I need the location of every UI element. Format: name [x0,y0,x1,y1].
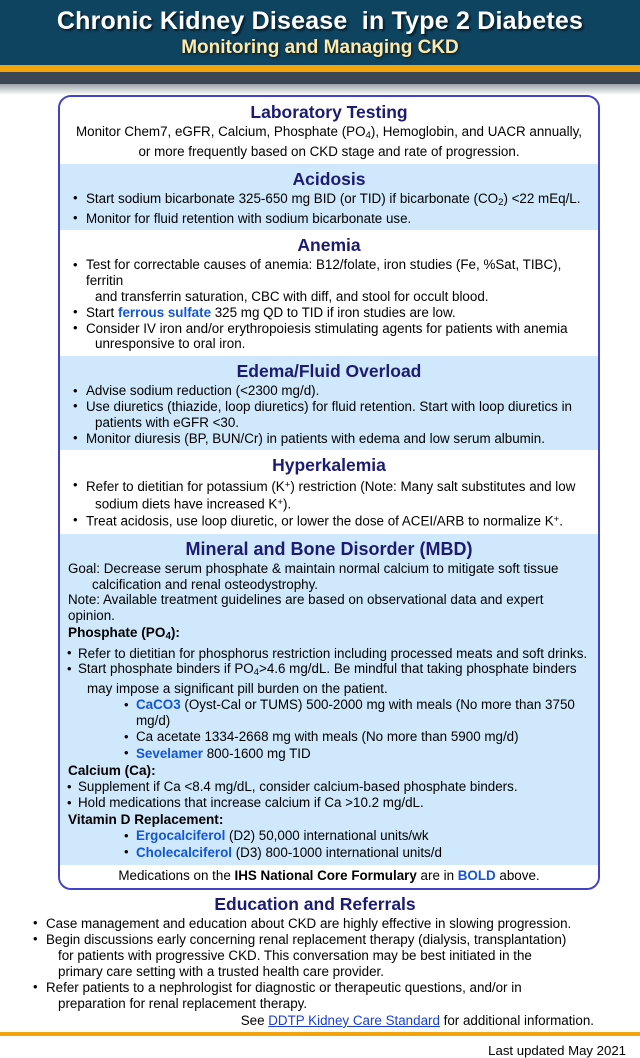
drug-cholecalciferol: Cholecalciferol [136,844,232,860]
education-b3-line1: Refer patients to a nephrologist for diagnostic or therapeutic questions, and/or in [46,979,522,995]
list-item [64,399,592,431]
anemia-b3-line1: Consider IV iron and/or erythropoiesis stimulating agents for patients with anemia [86,320,568,336]
lab-line-1: Monitor Chem7, eGFR, Calcium, Phosphate $(PO_4)$, Hemoglobin, and UACR annually, [76,124,582,142]
list-item: • Monitor diuresis (BP, BUN/Cr) in patients with edema and low serum albumin. [64,431,592,447]
edema-bullets [60,383,598,446]
education-bullets [24,916,606,1012]
ddtp-kidney-care-standard-link[interactable]: DDTP Kidney Care Standard [268,1012,440,1028]
anemia-b1-line1: Test for correctable causes of anemia: B12/folate, iron studies (Fe, %Sat, TIBC), ferritin [86,257,562,289]
education-b2-line3: primary care setting with a trusted health care provider. [58,963,384,979]
section-education-and-referrals [24,893,606,1029]
section-title-mbd: Mineral and Bone Disorder (MBD) [185,538,473,559]
drug-caco3: CaCO3 [136,697,181,713]
hyperkalemia-b1-line2: sodium diets have increased K+). [95,496,292,512]
formulary-legend: Medications on the IHS National Core Formulary are in BOLD above. [60,865,598,888]
mbd-goal-line2: calcification and renal osteodystrophy. [92,576,319,592]
list-item: • Sevelamer 800-1600 mg TID [124,746,598,762]
mbd-goal [68,561,592,593]
section-anemia [60,230,598,356]
list-item: • Advise sodium reduction (<2300 mg/d). [64,383,592,399]
list-item [64,321,592,353]
drug-ergocalciferol: Ergocalciferol [136,828,226,844]
drug-sevelamer: Sevelamer [136,745,204,761]
section-title-anemia: Anemia [297,235,361,256]
edema-b2-line2: patients with eGFR <30. [95,414,240,430]
page-title: Chronic Kidney Disease in Type 2 Diabetes [56,7,584,35]
content-box [58,95,600,890]
section-acidosis [60,164,598,231]
list-item: • Start sodium bicarbonate 325-650 mg BID (or TID) if bicarbonate $(CO_2) <22$ mEq/L. [64,191,592,211]
list-item [28,932,600,980]
list-item: • Start ferrous sulfate 325 mg QD to TID if iron studies are low. [64,305,592,321]
mbd-note: Note: Available treatment guidelines are based on observational data and expert opinion. [68,592,544,624]
phosphate-binder-drug-list [124,697,598,762]
section-title-education: Education and Referrals [214,893,416,914]
education-b2-line2: for patients with progressive CKD. This conversation may be best initiated in the [58,947,532,963]
section-laboratory-testing [60,97,598,164]
list-item [64,477,592,512]
formulary-name: IHS National Core Formulary [234,867,417,883]
list-item [28,980,600,1012]
header-accent-bar [0,65,640,72]
list-item: • CaCO3 (Oyst-Cal or TUMS) 500-2000 mg with meals (No more than 3750 mg/d) [124,697,598,729]
subhead-vitamin-d: Vitamin D Replacement: [68,811,224,827]
list-item: • Refer to dietitian for phosphorus restriction including processed meats and soft drinks. [64,646,592,662]
list-item: • Monitor for fluid retention with sodium bicarbonate use. [64,211,592,227]
list-item: • Ergocalciferol (D2) 50,000 international units/wk [124,828,598,844]
list-item: • Ca acetate 1334-2668 mg with meals (No more than 5900 mg/d) [124,729,598,745]
list-item: • Case management and education about CKD are highly effective in slowing progression. [28,916,600,932]
section-title-edema: Edema/Fluid Overload [236,361,422,382]
phosphate-b2-line1: Start phosphate binders if $PO_4>4.6$ mg/dL. Be mindful that taking phosphate binders [78,661,577,679]
laboratory-testing-body [66,124,592,160]
list-item: • Supplement if Ca <8.4 mg/dL, consider calcium-based phosphate binders. [64,779,592,795]
subhead-calcium: Calcium (Ca): [68,762,156,778]
list-item: • Treat acidosis, use loop diuretic, or lower the dose of ACEI/ARB to normalize K+. [64,512,592,529]
anemia-b1-line2: and transferrin saturation, CBC with diff, and stool for occult blood. [95,289,489,304]
last-updated: Last updated May 2021 [488,1042,626,1058]
footer-accent-bar [0,1032,640,1036]
calcium-bullets [60,779,598,811]
lab-line-2: or more frequently based on CKD stage and rate of progression. [138,143,520,159]
phosphate-b2-line2: may impose a significant pill burden on the patient. [87,681,388,697]
drug-ferrous-sulfate: ferrous sulfate [118,304,212,320]
section-title-laboratory-testing: Laboratory Testing [250,102,408,122]
page-header [0,0,640,65]
anemia-b3-line2: unresponsive to oral iron. [95,336,246,352]
education-b2-line1: Begin discussions early concerning renal replacement therapy (dialysis, transplantation) [46,931,567,947]
page-subtitle: Monitoring and Managing CKD [181,37,459,58]
phosphate-bullets [60,646,598,698]
hyperkalemia-bullets [60,477,598,529]
list-item [64,257,592,304]
header-dark-bar [0,72,640,84]
education-b3-line2: preparation for renal replacement therapy. [58,995,308,1011]
section-hyperkalemia [60,450,598,533]
anemia-bullets [60,257,598,352]
list-item [64,661,592,697]
see-also-line: See DDTP Kidney Care Standard for additional information. [240,1012,594,1028]
formulary-bold-marker: BOLD [457,867,496,883]
section-title-hyperkalemia: Hyperkalemia [272,455,386,476]
vitamin-d-drug-list [124,828,598,860]
hyperkalemia-b1-line1: Refer to dietitian for potassium (K+) restriction (Note: Many salt substitutes and low [86,479,576,495]
section-title-acidosis: Acidosis [292,168,366,189]
drug-ca-acetate: Ca acetate [136,729,201,745]
header-fade-bar [0,84,640,95]
list-item: • Hold medications that increase calcium if Ca >10.2 mg/dL. [64,795,592,811]
subhead-phosphate: Phosphate $(PO_4)$: [68,624,180,643]
mbd-goal-line1: Goal: Decrease serum phosphate & maintain normal calcium to mitigate soft tissue [68,560,559,576]
section-mineral-and-bone-disorder [60,534,598,865]
list-item: • Cholecalciferol (D3) 800-1000 international units/d [124,845,598,861]
section-edema-fluid-overload [60,356,598,450]
acidosis-bullets [60,191,598,227]
edema-b2-line1: Use diuretics (thiazide, loop diuretics) for fluid retention. Start with loop diuretics in [86,398,573,414]
